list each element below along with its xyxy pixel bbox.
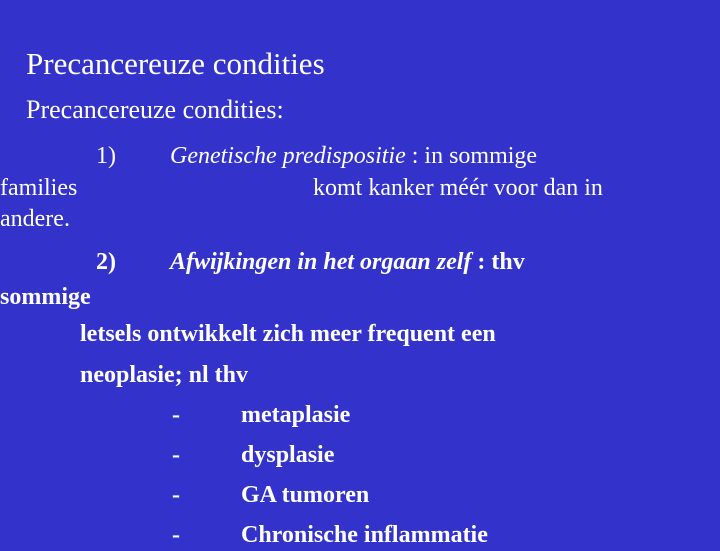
item2-number: 2) xyxy=(96,249,116,275)
item2-cont-left: sommige xyxy=(0,284,91,310)
item2-term: Afwijkingen in het orgaan zelf xyxy=(170,249,472,275)
item2-line4: neoplasie; nl thv xyxy=(80,362,249,388)
sub-item-dash: - xyxy=(172,482,180,508)
item1-number: 1) xyxy=(96,143,116,169)
item1-text xyxy=(170,140,537,172)
item2-rest: : thv xyxy=(471,249,525,275)
item1-rest: : in sommige xyxy=(405,143,538,169)
item1-cont-left: families xyxy=(0,175,78,201)
sub-item-label: GA tumoren xyxy=(241,482,370,508)
item1-term: Genetische predispositie xyxy=(170,143,406,169)
sub-item-dash: - xyxy=(172,442,180,468)
item2-text xyxy=(170,246,525,278)
slide-title: Precancereuze condities xyxy=(26,46,325,81)
slide-subtitle: Precancereuze condities: xyxy=(26,95,284,124)
sub-item-dash: - xyxy=(172,522,180,548)
item1-cont-right: komt kanker méér voor dan in xyxy=(313,175,603,201)
sub-item-label: dysplasie xyxy=(241,442,335,468)
item1-cont2: andere. xyxy=(0,206,70,232)
item2-line3: letsels ontwikkelt zich meer frequent een xyxy=(80,321,496,347)
sub-item-label: metaplasie xyxy=(241,402,351,428)
sub-item-label: Chronische inflammatie xyxy=(241,522,488,548)
sub-item-dash: - xyxy=(172,402,180,428)
